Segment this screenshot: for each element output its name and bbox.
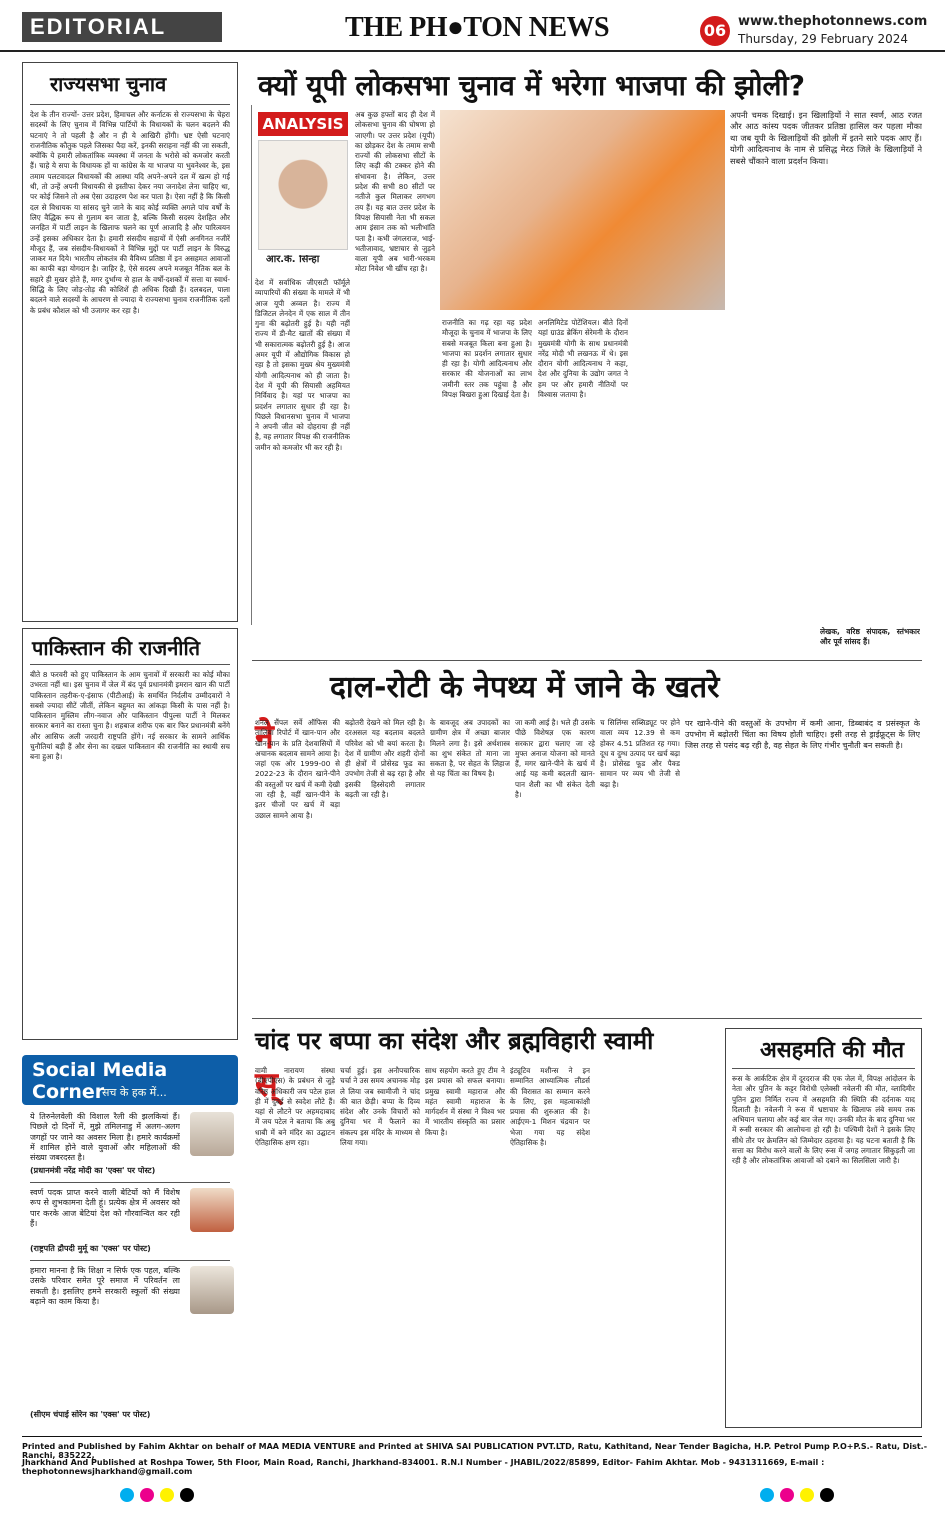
divider bbox=[30, 1260, 230, 1261]
rajyasabha-body: देश के तीन राज्यों- उत्तर प्रदेश, हिमाचल और कर्नाटक से राज्यसभा के चेहरा सदस्यों के लिए चुनाव में विभिन्न पार्टियों के विधायकों के चलन बदलने की घटनाएं ने तो पहली है और न ही ये आखिरी होंगी। भ्रष्ट ऐसी घटनाएं राजनीतिक कौतुक पहले जिसका पैदा करें, इनकी सराहना नहीं की जा सकती, क्योंकि ये हमारी लोकतांत्रिक व्यवस्था में जनता के भरोसे को कमजोर करती हैं। चाहे ये सपा के विधायक हों या कांग्रेस के या भाजपा या भुवनेश्वर के, इस तमाम पलटवादल विधायकों की आस्था यदि अपने-अपने दल में खत्म हो गई थी, तो उन्हें अपनी विधायकी से इस्तीफा देकर नया जनादेश लेना चाहिए था, पर कोई जिसने तो अब ऐसा उदाहरण पेश कर पाता है। ऐसा नहीं है कि किसी दल से विधायक या सांसद चुने जाने के बाद कोई व्यक्ति अगले पांच वर्षों के लिए वैद्धिक रूप से गुलाम बन जाता है, बल्कि किसी सदस्य देशहित और जनहित में पार्टी लाइन के खिलाफ चलने का पूर्ण आजादि है और पारित्वयन उन्हें इसका अधिकार देता है। हमारी संसदीय सहायों में ऐसी अनगिनत नजीरें मौजूद हैं, जब संसदीय-विधायकों ने विभिन्न मुद्दों पर पार्टी लाइन के विरुद्ध जाकर मत दिये। भारतीय लोकतंत्र की वैविध्य प्रतिष्ठा में इन असहमत आवाजों का काफी बड़ा योगदान है। जाहिर है, ऐसे सदस्य अपने मजबूत नैतिक बल के सहारे ही मुखर होते हैं, मगर दुर्भाग्य से हाल के वर्षों-दशकों में सत्ता या स्वार्थ-सिद्धि के लिए जोड़-तोड़ की कोशिशें ही अधिक दिखी हैं। दलबदल, पाला बदलने वाले सदस्यों के आचरण से ज्यादा ये राज्यसभा चुनाव राजनीतिक दलों के प्रबंध कौशल को भी उजागर कर रहा है। bbox=[30, 110, 230, 315]
dal-roti-dropcap: ने bbox=[255, 717, 274, 757]
pakistan-body: बीते 8 फरवरी को हुए पाकिस्तान के आम चुनावों में सरकारी का कोई मौका उभरता नहीं था। इस चुनाव में जेल में बंद पूर्व प्रधानमंत्री इमरान खान की पार्टी पाकिस्तान तहरीक-ए-इंसाफ (पीटीआई) के समर्थित निर्दलीय उम्मीदवारों ने सबसे ज्यादा सीटें जीतीं, लेकिन बहुमत का आंकड़ा किसी के पास नहीं है। पाकिस्तान मुस्लिम लीग-नवाज और पाकिस्तान पीपुल्स पार्टी ने मिलकर सरकार बनाने का रास्ता चुना है। शहबाज शरीफ एक बार फिर प्रधानमंत्री बनेंगे और आसिफ अली जरदारी राष्ट्रपति होंगे। नई सरकार के सामने आर्थिक चुनौतियां बड़ी हैं और सेना का दखल पाकिस्तान की राजनीति का स्थायी सच बना हुआ है। bbox=[30, 670, 230, 762]
main-article-col3: राजनीति का गढ़ रहा यह प्रदेश मौजूदा के चुनाव में भाजपा के लिए सबसे मजबूत किला बना हुआ है। भाजपा का प्रदर्शन लगातार सुधार ही रहा है। योगी आदित्यनाथ और सरकार की योजनाओं का लाभ जमीनी स्तर तक पहुंचा है और विपक्ष बिखरा हुआ दिखाई देता है। bbox=[442, 318, 532, 400]
divider bbox=[30, 664, 230, 665]
dal-roti-col4: जा कमी आई है। भले ही उसके पीछे विशेषज्ञ एक कारण सरकार द्वारा चलाए जा रहे मुफ्त अनाज योजना को मानते हैं, मगर खाने-पीने के खर्च में आई यह कमी बदलती खान-पान शैली का भी संकेत देती है। bbox=[515, 718, 595, 800]
chand-col3: साथ सहयोग करते हुए टीम ने इस प्रयास को सफल बनाया। प्रमुख स्वामी महाराज और महंत स्वामी महाराज के मार्गदर्शन में संस्था ने विश्व भर में भारतीय संस्कृति का प्रसार किया है। bbox=[425, 1066, 505, 1137]
divider bbox=[30, 104, 230, 105]
divider bbox=[252, 660, 922, 661]
dal-roti-col3: के बावजूद अब उपादकों का ग्रामीण क्षेत्र में अच्छा बाजार मिलने लगा है। इसे अर्थशास्त्र का शुभ संकेत तो माना जा सकता है, पर सेहत के लिहाज से यह चिंता का विषय है। bbox=[430, 718, 510, 779]
registration-dot bbox=[180, 1488, 194, 1502]
main-article-col5: अपनी चमक दिखाई। इन खिलाड़ियों ने सात स्वर्ण, आठ रजत और आठ कांस्य पदक जीतकर प्रतिष्ठा हासिल कर पहला मौका था जब यूपी के खिलाड़ियों की झोली में इतने सारे पदक आए हैं। योगी आदित्यनाथ के नाम से प्रसिद्ध मेरठ जिले के खिलाड़ियों ने सबसे चौंकाने वाला प्रदर्शन किया। bbox=[730, 110, 922, 166]
modi-yogi-photo bbox=[440, 110, 725, 310]
main-article-col1: देश में सर्वाधिक जीएसटी फॉर्मूले व्यापारियों की संख्या के मामले में भी आज यूपी अव्वल है। राज्य में डिजिटल लेनदेन में एक साल में तीन गुना की बढ़ोतरी हुई है। यही नहीं राज्य में डी-मैट खातों की संख्या में भी सकारात्मक बढ़ोतरी हुई है। आज अमर यूपी में औद्योगिक विकास हो रहा है तो इसका मुख्य श्रेय मुख्यमंत्री योगी आदित्यनाथ को ही जाता है। देश में यूपी की सियासी अहमियत निर्विवाद है। यहां पर भाजपा का प्रदर्शन लगातार सुधार ही रहा है। पिछले विधानसभा चुनाव में भाजपा ने अपनी जीत को दोहराया ही नहीं है, वह लगातार विपक्ष की राजनीतिक जमीन को कमजोर भी कर रही है। bbox=[255, 278, 350, 452]
chand-col2: चर्चा हुई। इस अनौपचारिक चर्चा ने उस समय अचानक मोड़ ले लिया जब स्वामीजी ने चांद की बात छेड़ी। बप्पा के दिव्य संदेश और उनके विचारों को दुनिया भर में फैलाने का संकल्प इस मंदिर के माध्यम से लिया गया। bbox=[340, 1066, 420, 1148]
social-media-subtitle: सच के हक में... bbox=[102, 1086, 167, 1099]
chand-col4: इंट्यूटिव मशीन्स ने इन सम्मानित आध्यात्मिक लीडर्स की विरासत का सम्मान करने के लिए, इस महत्वाकांक्षी प्रयास की शुरुआत की है। आईएम-1 मिशन चंद्रयान पर भेजा गया यह संदेश ऐतिहासिक है। bbox=[510, 1066, 590, 1148]
issue-date: Thursday, 29 February 2024 bbox=[738, 32, 909, 46]
divider bbox=[30, 1182, 230, 1183]
registration-dot bbox=[820, 1488, 834, 1502]
rajyasabha-title: राज्यसभा चुनाव bbox=[50, 72, 167, 96]
registration-dot bbox=[760, 1488, 774, 1502]
social-source-soren: (सीएम चंपाई सोरेन का 'एक्स' पर पोस्ट) bbox=[30, 1410, 151, 1419]
social-source-modi: (प्रधानमंत्री नरेंद्र मोदी का 'एक्स' पर पोस्ट) bbox=[30, 1166, 156, 1175]
chand-dropcap: स् bbox=[255, 1065, 278, 1105]
footer-divider bbox=[22, 1436, 922, 1437]
social-post-modi: ये तिरुनेलवेली की विशाल रैली की झलकियां हैं। पिछले दो दिनों में, मुझे तमिलनाडु में अलग-अलग जगहों पर जाने का अवसर मिला है। हमारे कार्यक्रमों में शामिल होने वाले युवाओं और महिलाओं की संख्या जबरदस्त है। bbox=[30, 1112, 180, 1163]
registration-dot bbox=[800, 1488, 814, 1502]
registration-dot bbox=[780, 1488, 794, 1502]
registration-dot bbox=[160, 1488, 174, 1502]
dal-roti-col6: पर खाने-पीने की वस्तुओं के उपभोग में कमी आना, डिब्बाबंद व प्रसंस्कृत के उपभोग में बढ़ोतरी चिंता का विषय होती चाहिए। इसी तरह से ड्राईफ्रूट्स के लिए जिस तरह से पसंद बढ़ रही है, वह सेहत के लिए गंभीर चुनौती बन सकती है। bbox=[685, 719, 920, 750]
social-post-soren: हमारा मानना है कि शिक्षा न सिर्फ एक पहल, बल्कि उसके परिवार समेत पूरे समाज में परिवर्तन ला सकती है। इसलिए हमने सरकारी स्कूलों की संख्या बढ़ाने का काम किया है। bbox=[30, 1266, 180, 1306]
main-article-byline: लेखक, वरिष्ठ संपादक, स्तंभकार और पूर्व सांसद हैं। bbox=[820, 627, 920, 647]
murmu-photo bbox=[190, 1188, 234, 1232]
dal-roti-col1: शनल सैंपल सर्वे ऑफिस की तालिया रिपोर्ट में खान-पान और खान-पान के प्रति देशवासियों में अचानक बदलाव सामने आया है। जहां एक ओर 1999-00 से 2022-23 के दौरान खाने-पीने की वस्तुओं पर खर्च में कमी देखी जा रही है, वहीं खान-पीने के इतर चीजों पर खर्च में बड़ा उछाल सामने आया है। bbox=[255, 718, 340, 820]
main-article-col4: अनलिमिटेड पोटेंशियल। बीते दिनों यहां ग्राउंड ब्रेकिंग सेरेमनी के दौरान मुख्यमंत्री योगी के साथ प्रधानमंत्री नरेंद्र मोदी भी लखनऊ में थे। इस दौरान योगी आदित्यनाथ ने कहा, देश और दुनिया के उद्योग जगत ने हम पर और हमारी नीतियों पर विश्वास जताया है। bbox=[538, 318, 628, 400]
main-headline: क्यों यूपी लोकसभा चुनाव में भरेगा भाजपा की झोली? bbox=[258, 69, 806, 102]
registration-dot bbox=[140, 1488, 154, 1502]
modi-photo bbox=[190, 1112, 234, 1156]
social-post-murmu: स्वर्ण पदक प्राप्त करने वाली बेटियों को मैं विशेष रूप से शुभकामना देती हूं। प्रत्येक क्षेत्र में अवसर को पार करके आज बेटियां देश को गौरवान्वित कर रही हैं। bbox=[30, 1188, 180, 1228]
analysis-tag: ANALYSIS bbox=[258, 112, 348, 136]
main-article-col2: अब कुछ हफ्तों बाद ही देश में लोकसभा चुनाव की घोषणा हो जाएगी। पर उत्तर प्रदेश (यूपी) का छोड़कर देश के तमाम सभी राज्यों की लोकसभा सीटों के लिए कड़ी की टक्कर होने की संभावना है। लेकिन, उत्तर प्रदेश की सभी 80 सीटों पर नतीजे कुल मिलाकर लगभग तय हैं। यह बात उत्तर प्रदेश के विपक्ष सियासी नेता भी सकल आम इंसान तक को भलीभांति पता है। कभी जंगलराज, भाई-भतीजावाद, भ्रष्टाचार से जुड़ने वाला यूपी अब भारी-भरकम मोटा निवेश भी खींच रहा है। bbox=[355, 110, 435, 274]
dal-roti-col5: च सिलिंग्स सब्सिड्यूट पर होने वाला व्यय 12.39 से कम होकर 4.51 प्रतिशत रह गया। दूध व दुग्ध उत्पाद पर खर्च बढ़ा है। प्रोसेस्ड फूड और पैक्ड सामान पर व्यय भी तेजी से बढ़ा है। bbox=[600, 718, 680, 789]
social-media-badge bbox=[22, 1055, 238, 1105]
dal-roti-headline: दाल-रोटी के नेपथ्य में जाने के खतरे bbox=[330, 670, 720, 705]
divider bbox=[252, 1018, 922, 1019]
masthead bbox=[0, 0, 945, 52]
newspaper-name: THE PH●TON NEWS bbox=[345, 12, 610, 43]
author-name: आर.के. सिन्हा bbox=[266, 255, 320, 265]
chand-headline: चांद पर बप्पा का संदेश और ब्रह्मविहारी स्वामी bbox=[255, 1027, 654, 1055]
website-link[interactable]: www.thephotonnews.com bbox=[738, 14, 928, 29]
asahmati-body: रूस के आर्कटिक क्षेत्र में दूरदराज की एक जेल में, विपक्ष आंदोलन के नेता और पुतिन के कट्टर विरोधी एलेक्सी नवेलनी की मौत, व्लादिमीर पुतिन द्वारा निर्मित राज्य में असहमति की स्थिति की दर्दनाक याद दिलाती है। नवेलनी ने रूस में भ्रष्टाचार के खिलाफ लंबे समय तक अभियान चलाया और कई बार जेल गए। उनकी मौत के बाद दुनिया भर में रूसी सरकार की आलोचना हो रही है। पश्चिमी देशों ने इसके लिए सीधे तौर पर क्रेमलिन को जिम्मेदार ठहराया है। यह घटना बताती है कि सत्ता का विरोध करने वालों के लिए रूस में जगह लगातार सिकुड़ती जा रही है और लोकतांत्रिक आवाजों को दबाने का सिलसिला जारी है। bbox=[732, 1074, 915, 1166]
dal-roti-col2: बढ़ोतरी देखने को मिल रही है। दरअसल यह बदलाव बदलते परिवेश को भी बयां करता है। देश में ग्रामीण और शहरी दोनों ही क्षेत्रों में प्रोसेस्ड फूड का उपभोग तेजी से बढ़ रहा है और इसकी हिस्सेदारी लगातार बढ़ती जा रही है। bbox=[345, 718, 425, 800]
social-source-murmu: (राष्ट्रपति द्रौपदी मुर्मू का 'एक्स' पर पोस्ट) bbox=[30, 1244, 151, 1253]
social-media-title: Social Media Corner bbox=[32, 1059, 168, 1103]
chand-col1: वामी नारायण संस्था (बीएपीएस) के प्रबंधन से जुड़े वरिष्ठ अधिकारी जय पटेल हाल ही में दुबई से स्वदेश लौटे हैं। यहां से लौटने पर अहमदाबाद में जय पटेल ने बताया कि अबु धाबी में बने मंदिर का उद्घाटन ऐतिहासिक क्षण रहा। bbox=[255, 1066, 335, 1148]
divider bbox=[732, 1068, 915, 1069]
column-rule bbox=[251, 105, 252, 625]
soren-photo bbox=[190, 1266, 234, 1314]
registration-dot bbox=[120, 1488, 134, 1502]
footer-line1: Printed and Published by Fahim Akhtar on behalf of MAA MEDIA VENTURE and Printed at SHIVA SAI PUBLICATION PVT.LTD, Ratu, Kathitand, Near Tender Bagicha, H.P. Petrol Pump P.O+P.S.- Ratu, Dist.-Ranchi, 835222, bbox=[22, 1442, 928, 1460]
pakistan-title: पाकिस्तान की राजनीति bbox=[32, 636, 201, 660]
section-label: EDITORIAL bbox=[22, 12, 222, 42]
footer-line2: Jharkhand And Published at Roshpa Tower, 5th Floor, Main Road, Ranchi, Jharkhand-834001. R.N.I Number - JHABIL/2022/85899, Editor- Fahim Akhtar. Mob - 9431311669, E-mail : thephotonnewsjharkhand@gmail.com bbox=[22, 1458, 825, 1476]
author-photo bbox=[258, 140, 348, 250]
asahmati-title: असहमति की मौत bbox=[760, 1038, 905, 1063]
page-number: 06 bbox=[700, 16, 730, 46]
